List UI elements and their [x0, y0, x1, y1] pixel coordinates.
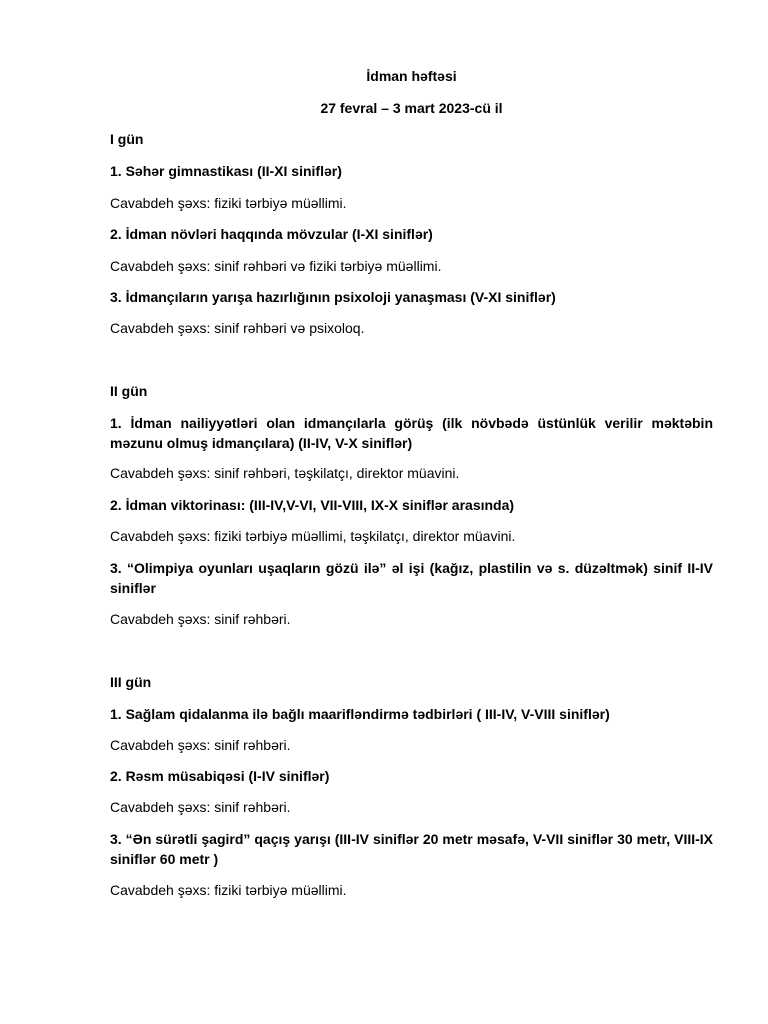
responsible-person: Cavabdeh şəxs: fiziki tərbiyə müəllimi.	[110, 882, 347, 898]
day-label: III gün	[110, 674, 152, 690]
responsible-person: Cavabdeh şəxs: sinif rəhbəri.	[110, 737, 291, 753]
responsible-person: Cavabdeh şəxs: sinif rəhbəri.	[110, 799, 291, 815]
activity-heading: 2. İdman viktorinası: (III-IV,V-VI, VII-VIII, IX-X siniflər arasında)	[110, 497, 515, 513]
day-label: II gün	[110, 383, 148, 399]
document-dates: 27 fevral – 3 mart 2023-cü il	[320, 100, 503, 116]
activity-heading: 1. İdman nailiyyətləri olan idmançılarla görüş (ilk növbədə üstünlük verilir məktəbin məzunu olmuş idmançılara) (II-IV, V-X siniflər)	[110, 415, 713, 451]
responsible-person: Cavabdeh şəxs: sinif rəhbəri və psixoloq.	[110, 320, 365, 336]
activity-heading: 2. Rəsm müsabiqəsi (I-IV siniflər)	[110, 768, 330, 784]
activity-heading: 3. “Ən sürətli şagird” qaçış yarışı (III-IV siniflər 20 metr məsafə, V-VII siniflər 30 metr, VIII-IX siniflər 60 metr )	[110, 831, 713, 867]
activity-heading: 1. Sağlam qidalanma ilə bağlı maarifləndirmə tədbirləri ( III-IV, V-VIII siniflər)	[110, 706, 610, 722]
day-label: I gün	[110, 131, 144, 147]
responsible-person: Cavabdeh şəxs: sinif rəhbəri və fiziki tərbiyə müəllimi.	[110, 258, 442, 274]
document-title: İdman həftəsi	[366, 68, 457, 84]
responsible-person: Cavabdeh şəxs: sinif rəhbəri, təşkilatçı, direktor müavini.	[110, 465, 460, 481]
activity-heading: 1. Səhər gimnastikası (II-XI siniflər)	[110, 163, 342, 179]
activity-heading: 2. İdman növləri haqqında mövzular (I-XI siniflər)	[110, 226, 433, 242]
responsible-person: Cavabdeh şəxs: sinif rəhbəri.	[110, 611, 291, 627]
activity-heading: 3. “Olimpiya oyunları uşaqların gözü ilə” əl işi (kağız, plastilin və s. düzəltmək) sinif II-IV siniflər	[110, 560, 713, 596]
responsible-person: Cavabdeh şəxs: fiziki tərbiyə müəllimi.	[110, 195, 347, 211]
responsible-person: Cavabdeh şəxs: fiziki tərbiyə müəllimi, təşkilatçı, direktor müavini.	[110, 528, 516, 544]
activity-heading: 3. İdmançıların yarışa hazırlığının psixoloji yanaşması (V-XI siniflər)	[110, 289, 556, 305]
